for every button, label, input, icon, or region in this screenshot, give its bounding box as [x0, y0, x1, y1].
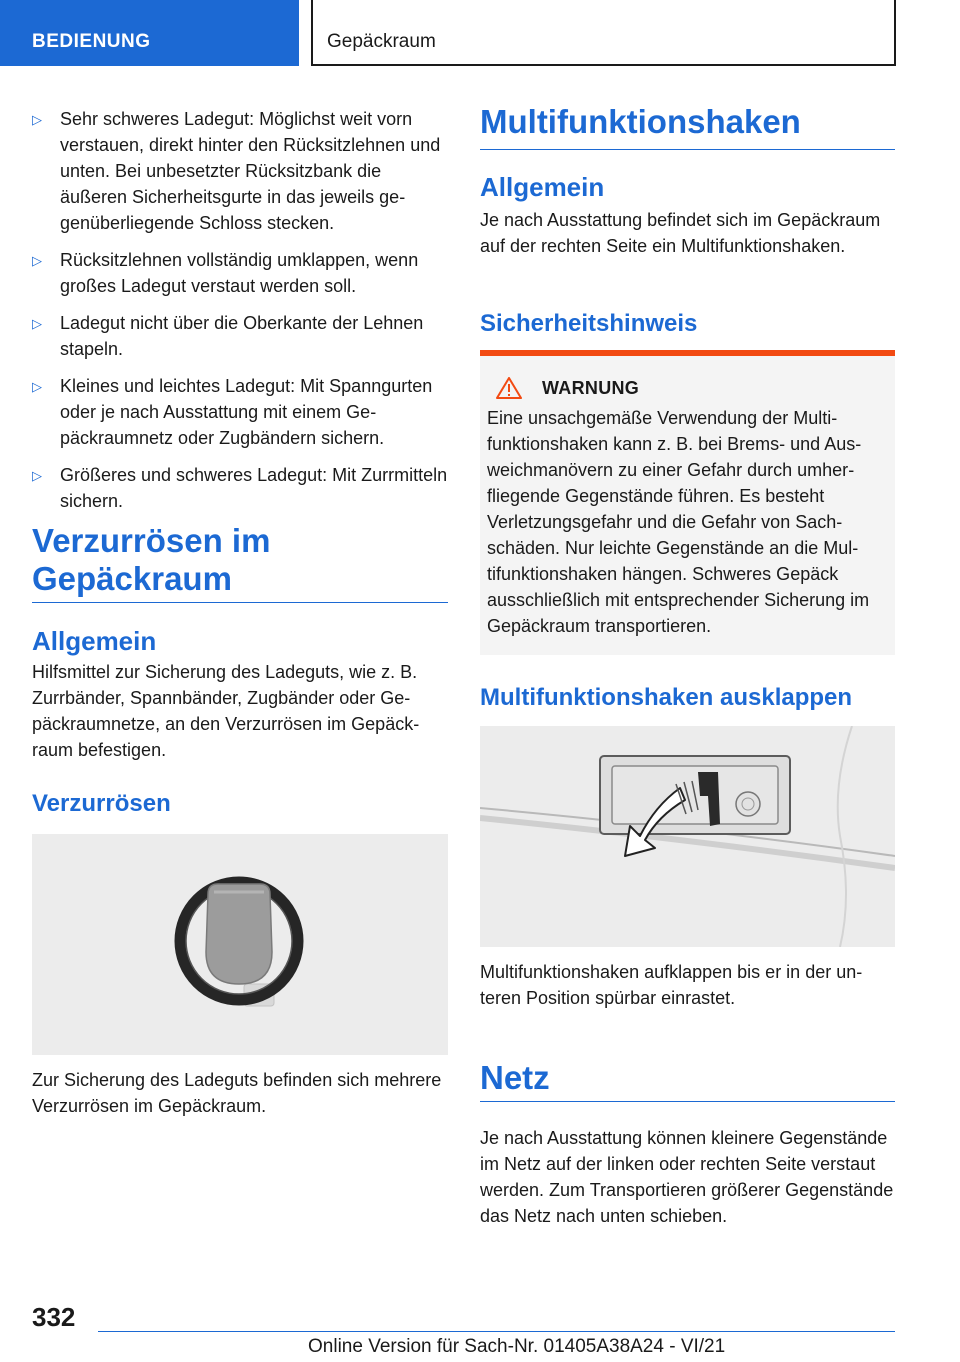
chapter-title: Gepäckraum — [311, 0, 896, 66]
list-item: ▷ Rücksitzlehnen vollständig umklappen, wenn großes Ladegut verstaut werden soll. — [32, 250, 419, 296]
triangle-bullet-icon: ▷ — [32, 379, 42, 394]
list-item: ▷ Größeres und schweres Ladegut: Mit Zurrmitteln sichern. — [32, 465, 448, 511]
triangle-bullet-icon: ▷ — [32, 316, 42, 331]
warning-text: Eine unsachgemäße Verwendung der Multifunktionshaken kann z. B. bei Brems- und Ausweichmanövern zu einer Gefahr durch umherfliegende Gegenstände führen. Es besteht Verletzungsgefahr und die Gefahr von Sachschäden. Nur leichte Gegenstände an die Multifunktionshaken hängen. Schweres Gepäck ausschließlich mit entsprechender Sicherung im Gepäckraum transportieren. — [487, 408, 870, 636]
page-number: 332 — [32, 1302, 76, 1332]
triangle-bullet-icon: ▷ — [32, 112, 42, 127]
heading-safety: Sicherheitshinweis — [480, 310, 698, 337]
page-header — [0, 0, 960, 66]
warning-triangle-icon — [496, 377, 522, 399]
net-text: Je nach Ausstattung können kleinere Gegenstände im Netz auf der linken oder rechten Seite verstaut werden. Zum Transportieren größerer Gegenstände das Netz nach unten schieben. — [480, 1128, 894, 1226]
heading-unfold-hooks: Multifunktionshaken ausklappen — [480, 684, 853, 711]
heading-general-right: Allgemein — [480, 172, 605, 202]
loading-tips-list — [32, 106, 448, 525]
section-title-multifunction-hooks: Multifunktionshaken — [480, 103, 895, 150]
triangle-bullet-icon: ▷ — [32, 253, 42, 268]
heading-general-left: Allgemein — [32, 626, 157, 656]
footer-version-text: Online Version für Sach-Nr. 01405A38A24 - VI/21 — [308, 1336, 726, 1357]
warning-header — [480, 356, 895, 399]
general-text-right: Je nach Ausstattung befindet sich im Gepäckraum auf der rechten Seite ein Multifunktionshaken. — [480, 210, 881, 256]
triangle-bullet-icon: ▷ — [32, 468, 42, 483]
list-item: ▷ Kleines und leichtes Ladegut: Mit Spanngurten oder je nach Ausstattung mit einem Gepäckraumnetz oder Zugbändern sichern. — [32, 376, 433, 448]
lashing-eye-figure — [32, 834, 448, 1055]
hook-figure — [480, 726, 895, 947]
warning-label: WARNUNG — [542, 377, 640, 398]
heading-lashing-eyes: Verzurrösen — [32, 790, 171, 817]
list-item: ▷ Ladegut nicht über die Oberkante der Lehnen stapeln. — [32, 313, 424, 359]
general-text-left: Hilfsmittel zur Sicherung des Ladeguts, wie z. B. Zurrbänder, Spannbänder, Zugbänder oder Gepäckraumnetze, an den Verzurrösen im Gepäckraum befestigen. — [32, 662, 420, 760]
lashing-eye-caption: Zur Sicherung des Ladeguts befinden sich mehrere Verzurrösen im Gepäckraum. — [32, 1070, 442, 1116]
warning-box — [480, 350, 895, 655]
section-title-lashing-eyes: Verzurrösen im Gepäckraum — [32, 522, 448, 603]
footer-divider — [98, 1331, 895, 1332]
list-item: ▷ Sehr schweres Ladegut: Möglichst weit vorn verstauen, direkt hinter den Rücksitzlehnen und unten. Bei unbesetzter Rücksitzbank die äußeren Sicherheitsgurte in das jeweils gegenüberliegende Schloss stecken. — [32, 109, 441, 233]
section-title-net: Netz — [480, 1059, 895, 1102]
lashing-eye-illustration — [32, 834, 448, 1055]
hook-caption: Multifunktionshaken aufklappen bis er in der unteren Position spürbar einrastet. — [480, 962, 863, 1008]
section-tab: BEDIENUNG — [0, 0, 299, 66]
hook-illustration — [480, 726, 895, 947]
